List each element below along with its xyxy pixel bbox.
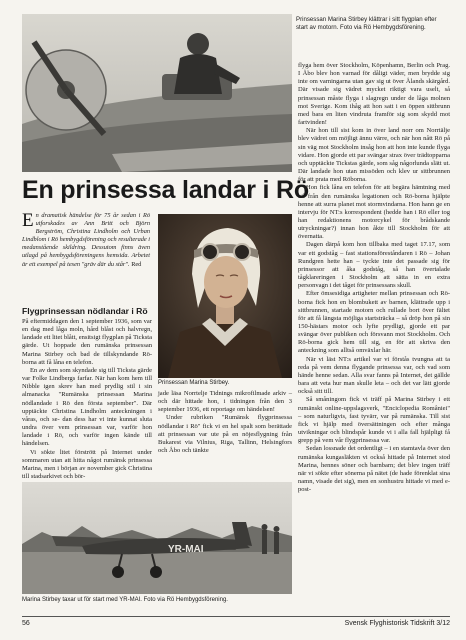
lead-text: n dramatisk händelse för 75 år sedan i Rö utforskades av Ann Britt och Björn Bergström, Christina Lindholm och Urban Lindblom i Rö hembygdsförening och resulterade i medanstående skildring. Dessutom finns även utlagd på hembygdsföreningens hemsida. Arbetet är ett exempel på tesen "gräv där du står". [22, 212, 150, 268]
portrait-caption: Prinsessan Marina Stirbey. [158, 380, 230, 386]
col3-paragraph: Sedan lossnade det ordentligt – i en stamtavla över den rumänska kungasläkten vi också hittade på Internet stod Marina, hennes söner och barnbarn; det blev ingen träff när vi sökte efter sönerna på nätet (de hade förenklat sina namn, visade det sig), men en sonhustru hittade vi med e-post- [298, 445, 450, 494]
article-headline: En prinsessa landar i Rö [22, 176, 309, 204]
lead-dropcap: E [22, 210, 34, 231]
top-photo-pilot-in-plane [22, 14, 292, 172]
col1-paragraph: Vi sökte litet förstrött på Internet under sommaren utan att hitta något rumänsk prinsessa Marina, men i början av november gick Christina till stadsarkivet och bör- [22, 448, 152, 480]
top-photo-caption: Prinsessan Marina Stirbey klättrar i sitt flygplan efter start av motorn. Foto via Rö Hembygdsförening. [296, 16, 437, 31]
article-lead [22, 212, 150, 269]
col3-paragraph: När hon till sist kom in över land norr om Norrtälje blev vädret om möjligt ännu värre, och när hon nått Rö på sin väg mot Stockholm insåg hon att hon inte kunde flyga vidare. Hon gjorde ett par svängar strax över trädtopparna och upptäckte Tickstas gärde, som såg någorlunda slätt ut. Där landade hon utan missöden och klev ur sittbrunnen för att prata med Röborna. [298, 127, 450, 184]
col3-paragraph: Så småningom fick vi träff på Marina Stirbey i ett rumänskt online-uppslagsverk, "Enciclopedia României" – som naturligvis, fast tyvärr, var på rumänska. Till sist fick vi hjälp med översättningen och efter många utvikningar och blindspår kunde vi i alla fall hjälpligt få grepp på vem vår flygprinsessa var. [298, 396, 450, 445]
section-heading: Flygprinsessan nödlandar i Rö [22, 306, 148, 316]
article-column-2 [158, 390, 292, 455]
bottom-photo-caption: Marina Stirbey taxar ut för start med YR-MAI. Foto via Rö Hembygdsförening. [22, 597, 228, 603]
footer-rule [22, 616, 450, 617]
col1-paragraph: På eftermiddagen den 1 september 1936, som var en dag med låga moln, hård blåst och halvregn, landade ett litet blått, ensitsigt flygplan på Ticksta gärde. Ut hoppade den rumänska prinsessan Marina Stirbey och bad de tillskyndande Rö-borna att få låna en telefon. [22, 318, 152, 366]
col1-paragraph: En av dem som skyndade sig till Ticksta gärde var Folke Lindbergs farfar. När han kom hem till Nibble igen skrev han med prydlig stil i sin almanacka "Rumänska prinsessan Marina nödlandade i Rö den första september". Där upptäckte Christina Lindholm anteckningen i våras, och se- dan dess har vi inte kunnat sluta undra över vem prinsessan var, varför hon landade i Rö, och varför ingen kände till händelsen. [22, 366, 152, 448]
col2-paragraph: Under rubriken "Rumänsk flygprinsessa nödlandar i Rö" fick vi en hel spalt som berättade att prinsessan var ute på en nöjesflygning från Bukarest via Vilnius, Riga, Tallinn, Helsingfors och Åbo och tänkte [158, 414, 292, 455]
article-column-3 [298, 62, 450, 494]
lead-signature: Red [131, 260, 142, 268]
portrait-photo-marina-stirbey [158, 214, 292, 378]
col3-paragraph: Dagen därpå kom hon tillbaka med taget 17.17, som var ett godståg – fast stationsföreståndaren i Rö – Johan Rundgren hette han – tyckte inte det passade sig för prinsessor att åka godståg, så han övertalade tågklareringen i Stockholm att sätta in en extra personvagn i det tåget för prinsessans skull. [298, 241, 450, 290]
col3-paragraph: Hon fick låna en telefon för att begära hämtning med bil från den rumänska legationen och Rö-borna hjälpte henne att surra planet mot stormvindarna. Hon hann ge en intervju för NT:s korrespondent (hedde han i Rö eller tog han redaktionens motorcykel för brådskande utryckningar?) innan hon åkte till Stockholm för att övernatta. [298, 184, 450, 241]
col3-paragraph: När vi läst NT:s artikel var vi förstås tvungna att ta reda på vem denna flygande prinsessa var, och vad som hände henne sedan. Alla svar fanns på Internet, det gällde bara att veta hur man skulle leta – och det var lätt gjordе också sitt till. [298, 355, 450, 396]
magazine-footer: Svensk Flyghistorisk Tidskrift 3/12 [344, 620, 450, 627]
col2-paragraph: jade läsa Norrtelje Tidnings mikrofilmade arkiv – och där hittade hon, i tidningen från den 3 september 1936, ett reportage om händelsen! [158, 390, 292, 414]
bottom-photo-aircraft-taxiing [22, 482, 292, 594]
col3-paragraph: Efter ömsesidiga artigheter mellan prinsessan och Rö-borna fick hon en blombukett av barnen, klättrade upp i sittbrunnen, startade motorn och rullade bort över fältet för att få längsta möjliga startsträcka – så dröp hon på sin 150-hästars motor och lyfte prydligt, gjorde ett par svängar över publiken och försvann mot Stockholm. Och Rö-borna gick hem till sig, en för att skriva den anteckning som alltså omväxlar här. [298, 290, 450, 355]
aircraft-registration: YR-MAI [168, 544, 204, 555]
col3-paragraph: flyga hem över Stockholm, Köpenhamn, Berlin och Prag. I Åbo blev hon varnad för dåligt väder, men brydde sig inte om varningarna utan gav sig ut över Ålands skärgård. Där visade sig vädret mycket riktigt vara uselt, så prinsessan måste flyga i slagregn under de låga molnen mot Sverige. Kom ihåg att hon satt i en öppen sittbrunn med bara en liten vindruta framför sig som skydd mot fartvinden! [298, 62, 450, 127]
page-number: 56 [22, 620, 30, 627]
article-column-1 [22, 306, 152, 481]
